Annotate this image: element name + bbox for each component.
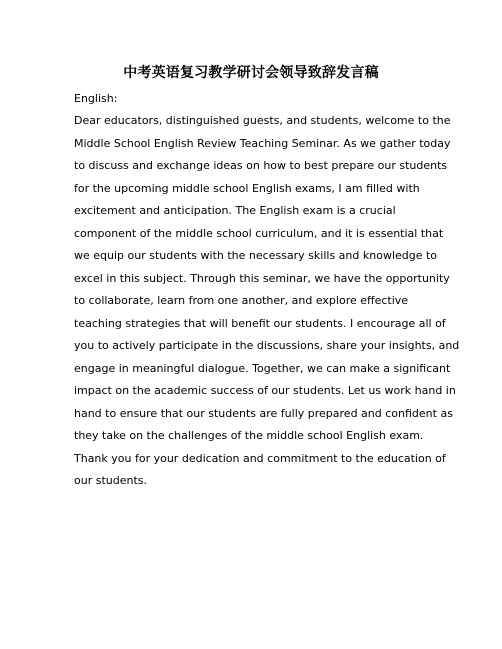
body-text [74, 110, 460, 493]
body-line: to collaborate, learn from one another, and explore effective [74, 294, 409, 307]
body-line: you to actively participate in the discussions, share your insights, and [74, 339, 460, 352]
body-line: Middle School English Review Teaching Seminar. As we gather today [74, 136, 451, 150]
body-line: excel in this subject. Through this seminar, we have the opportunity [74, 271, 450, 285]
body-line: engage in meaningful dialogue. Together, we can make a significant [74, 361, 451, 375]
body-line: excitement and anticipation. The English exam is a crucial [74, 204, 396, 217]
body-line: to discuss and exchange ideas on how to best prepare our students [74, 159, 448, 172]
body-line: we equip our students with the necessary skills and knowledge to [74, 249, 438, 262]
body-line: Thank you for your dedication and commitment to the education of [74, 451, 446, 465]
body-line: hand to ensure that our students are fully prepared and confident as [74, 406, 453, 420]
body-line: Dear educators, distinguished guests, and students, welcome to the [74, 114, 451, 127]
body-line: component of the middle school curriculum, and it is essential that [74, 226, 444, 240]
body-line: impact on the academic success of our students. Let us work hand in [74, 384, 456, 397]
section-label: English: [74, 92, 118, 105]
body-line: they take on the challenges of the middle school English exam. [74, 429, 424, 442]
body-line: teaching strategies that will benefit our students. I encourage all of [74, 316, 446, 330]
document-title: 中考英语复习教学研讨会领导致辞发言稿 [123, 65, 379, 81]
body-line: our students. [74, 474, 147, 487]
body-line: for the upcoming middle school English exams, I am filled with [74, 181, 420, 195]
